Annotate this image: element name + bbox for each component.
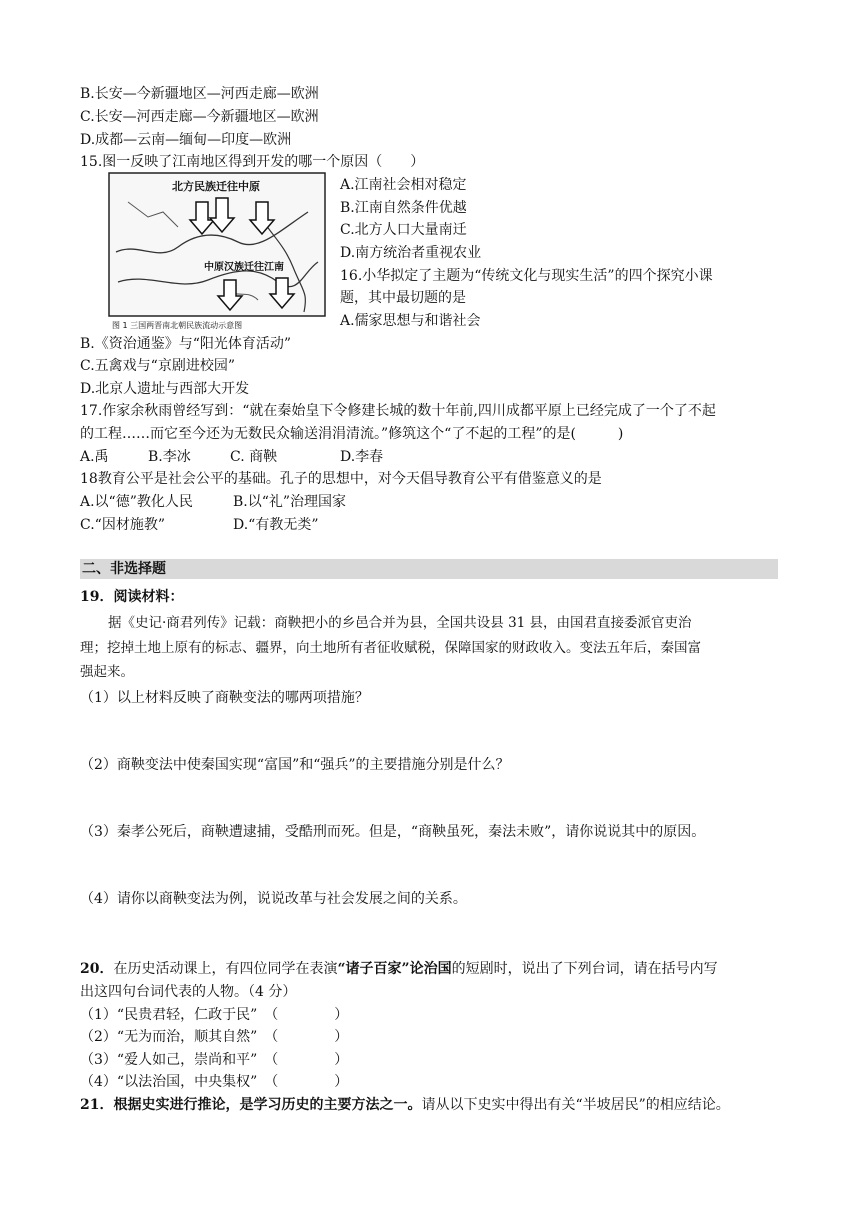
q18-stem: 18教育公平是社会公平的基础。孔子的思想中，对今天倡导教育公平有借鉴意义的是 [80,471,602,487]
q20-stem-b: 的短剧时，说出了下列台词，请在括号内写 [451,961,718,977]
q20-stem-line2: 出这四句台词代表的人物。（4 分） [80,984,297,1000]
q15-stem: 15.图一反映了江南地区得到开发的哪一个原因（ ） [80,154,425,170]
q17-option-b: B.李冰 [148,449,191,465]
q15-option-c: C.北方人口大量南迁 [340,222,467,238]
q16-option-a: A.儒家思想与和谐社会 [340,313,481,329]
q18-option-c: C.“因材施教” [80,517,165,533]
q18-options-row1 [80,492,346,512]
map-label-south: 中原汉族迁往江南 [204,262,284,273]
q20-stem-a: 在历史活动课上，有四位同学在表演 [113,961,338,977]
q18-option-b: B.以“礼”治理国家 [233,494,347,510]
q21-stem-rest: 请从以下史实中得出有关“半坡居民”的相应结论。 [421,1097,730,1113]
q20-item-4: （4）“以法治国，中央集权” （ ） [80,1074,349,1090]
q15-option-b: B.江南自然条件优越 [340,200,467,216]
map-label-north: 北方民族迁往中原 [172,180,260,193]
q20-item-3: （3）“爱人如己，崇尚和平” （ ） [80,1052,349,1068]
q16-option-d: D.北京人遗址与西部大开发 [80,381,250,397]
q18-option-a: A.以“德”教化人民 [80,494,193,510]
q19-subquestion-2: （2）商鞅变法中使秦国实现“富国”和“强兵”的主要措施分别是什么？ [80,757,510,773]
q20-stem-bold: “诸子百家”论治国 [337,961,452,977]
q17-option-c: C. 商鞅 [230,449,278,465]
q17-options [80,447,383,467]
q19-material-line2: 理；挖掉土地上原有的标志、疆界，向土地所有者征收赋税，保障国家的财政收入。变法五年后，秦国富 [80,640,701,656]
q14-option-b: B.长安—今新疆地区—河西走廊—欧洲 [80,86,319,102]
q16-stem-line2: 题，其中最切题的是 [340,290,466,306]
q18-options-row2 [80,515,319,535]
q14-option-c: C.长安—河西走廊—今新疆地区—欧洲 [80,109,319,125]
q21-stem-bold: 21．根据史实进行推论，是学习历史的主要方法之一。 [80,1097,422,1113]
q15-option-a: A.江南社会相对稳定 [340,177,467,193]
q19-title: 19．阅读材料： [80,589,184,605]
q17-option-d: D.李春 [340,449,384,465]
q21-stem [80,1095,730,1115]
q15-option-d: D.南方统治者重视农业 [340,245,482,261]
section-header-bar [80,559,778,579]
q20-item-2: （2）“无为而治，顺其自然” （ ） [80,1029,349,1045]
q17-option-a: A.禹 [80,449,109,465]
q18-option-d: D.“有教无类” [233,517,319,533]
q19-subquestion-4: （4）请你以商鞅变法为例，说说改革与社会发展之间的关系。 [80,891,467,907]
q16-option-b: B.《资治通鉴》与“阳光体育活动” [80,336,292,352]
q19-subquestion-3: （3）秦孝公死后，商鞅遭逮捕，受酷刑而死。但是，“商鞅虽死，秦法未败”，请你说说其中的原因。 [80,824,706,840]
q19-material-line1: 据《史记·商君列传》记载：商鞅把小的乡邑合并为县，全国共设县 31 县，由国君直接委派官吏治 [108,615,692,631]
migration-map-figure [108,172,326,332]
q20-stem-line1 [80,959,718,979]
q20-item-1: （1）“民贵君轻，仁政于民” （ ） [80,1007,349,1023]
q14-option-d: D.成都—云南—缅甸—印度—欧洲 [80,132,292,148]
q20-number: 20． [80,961,114,977]
map-caption: 图 1 三国两晋南北朝民族流动示意图 [112,321,243,330]
section-title: 二、非选择题 [82,561,166,577]
migration-map-svg [108,172,326,332]
q16-stem-line1: 16.小华拟定了主题为“传统文化与现实生活”的四个探究小课 [340,268,713,284]
q16-option-c: C.五禽戏与“京剧进校园” [80,358,235,374]
q17-stem-line1: 17.作家余秋雨曾经写到：“就在秦始皇下令修建长城的数十年前,四川成都平原上已经完成了一个了不起 [80,403,716,419]
q19-subquestion-1: （1）以上材料反映了商鞅变法的哪两项措施？ [80,690,369,706]
q17-stem-line2: 的工程……而它至今还为无数民众输送涓涓清流。”修筑这个“了不起的工程”的是( ) [80,426,624,442]
q19-material-line3: 强起来。 [80,664,134,680]
